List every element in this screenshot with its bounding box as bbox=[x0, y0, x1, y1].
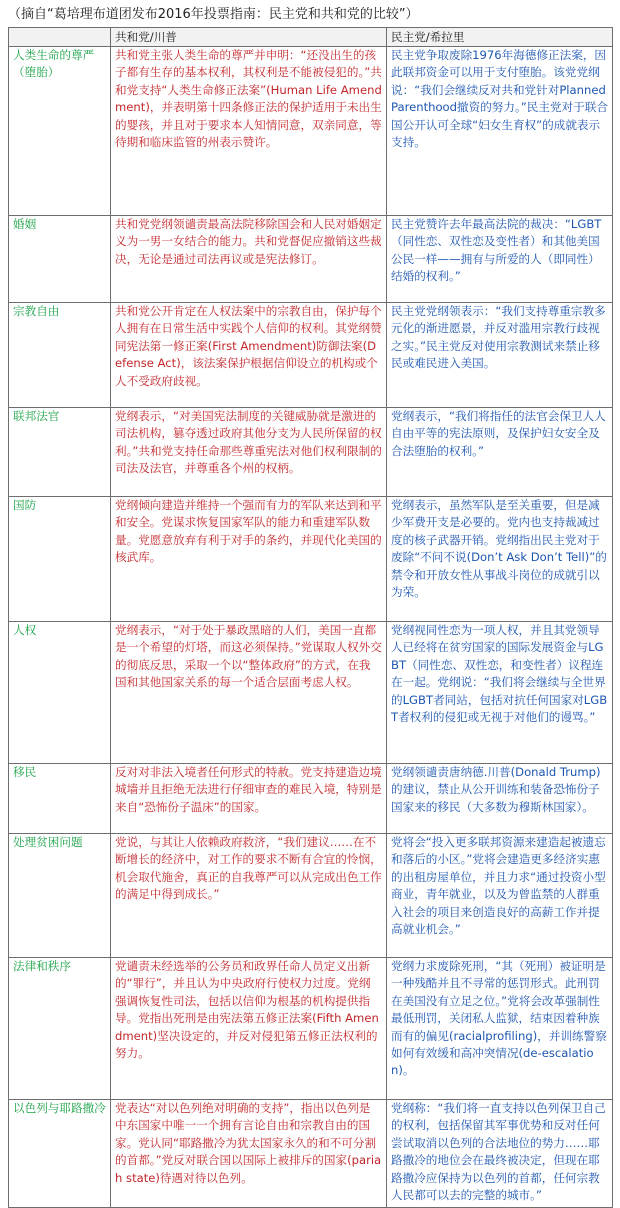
republican-position: 党谴责未经选举的公务员和政界任命人员定义出新的“罪行”，并且认为中央政府行使权力过度。党纲强调恢复性司法，包括以信仰为根基的机构提供指导。党指出死刑是由宪法第五修正法案(Fifth Amendment)坚决设定的，并反对侵犯第五修正法权利的努力。 bbox=[111, 958, 387, 1100]
republican-position: 共和党党纲领谴责最高法院移除国会和人民对婚姻定义为一男一女结合的能力。共和党督促应撤销这些裁决，无论是通过司法再议或是宪法修订。 bbox=[111, 216, 387, 303]
table-row bbox=[9, 216, 613, 303]
row-topic: 婚姻 bbox=[9, 216, 111, 303]
republican-position: 反对对非法入境者任何形式的特赦。党支持建造边境城墙并且拒绝无法进行仔细审查的难民入境，特别是来自“恐怖份子温床”的国家。 bbox=[111, 764, 387, 834]
democrat-position: 党纲表示，“我们将指任的法官会保卫人人自由平等的宪法原则，及保护妇女安全及合法堕胎的权利。” bbox=[387, 408, 613, 497]
row-topic: 移民 bbox=[9, 764, 111, 834]
document-title: （摘自“葛培理布道团发布2016年投票指南：民主党和共和党的比较”） bbox=[8, 7, 419, 22]
row-topic: 法律和秩序 bbox=[9, 958, 111, 1100]
table-row bbox=[9, 834, 613, 958]
democrat-position: 党纲称：“我们将一直支持以色列保卫自己的权利，包括保留其军事优势和反对任何尝试取消以色列的合法地位的势力……耶路撒冷的地位会在最终被决定，但现在耶路撒冷应保持为以色列的首都，任何宗教人民都可以去的完整的城市。” bbox=[387, 1100, 613, 1208]
table-row bbox=[9, 622, 613, 764]
republican-position: 党纲表示，“对于处于暴政黑暗的人们，美国一直都是一个希望的灯塔，而这必须保持。”党谋取人权外交的彻底反思，采取一个以“整体政府”的方式，在我国和其他国家关系的每一个适合层面考虑人权。 bbox=[111, 622, 387, 764]
democrat-position: 民主党赞许去年最高法院的裁决：“LGBT（同性恋、双性恋及变性者）和其他美国公民一样——拥有与所爱的人（即同性）结婚的权利。” bbox=[387, 216, 613, 303]
table-row bbox=[9, 47, 613, 216]
democrat-position: 党纲表示，虽然军队是至关重要，但是减少军费开支是必要的。党内也支持裁减过度的核子武器开销。党纲指出民主党对于废除“不问不说(Don’t Ask Don’t Tell)”的禁令和开放女性从事战斗岗位的成就引以为荣。 bbox=[387, 497, 613, 622]
democrat-position: 党纲视同性恋为一项人权，并且其党领导人已经将在贫穷国家的国际发展资金与LGBT（同性恋、双性恋，和变性者）议程连在一起。党纲说：“我们将会继续与全世界的LGBT者同站，包括对抗任何国家对LGBT者权利的侵犯或无视于对他们的谩骂。” bbox=[387, 622, 613, 764]
row-topic: 国防 bbox=[9, 497, 111, 622]
republican-position: 党纲倾向建造并维持一个强而有力的军队来达到和平和安全。党谋求恢复国家军队的能力和重建军队数量。党愿意放弃有利于对手的条约，并现代化美国的核武库。 bbox=[111, 497, 387, 622]
democrat-position: 民主党党纲领表示：“我们支持尊重宗教多元化的渐进愿景，并反对滥用宗教行歧视之实。”民主党反对使用宗教测试来禁止移民或难民进入美国。 bbox=[387, 303, 613, 408]
header-republican: 共和党/川普 bbox=[111, 28, 387, 47]
header-democrat: 民主党/希拉里 bbox=[387, 28, 613, 47]
republican-position: 共和党主张人类生命的尊严并申明：“还没出生的孩子都有生存的基本权利，其权利是不能被侵犯的。”共和党支持“人类生命修正法案”(Human Life Amendment)，并表明第十四条修正法的保护适用于未出生的婴孩，并且对于要求本人知情同意，双亲同意，等待期和临床监管的州表示赞许。 bbox=[111, 47, 387, 216]
democrat-position: 党纲领谴责唐纳德.川普(Donald Trump)的建议，禁止从公开训练和装备恐怖份子国家来的移民（大多数为穆斯林国家）。 bbox=[387, 764, 613, 834]
row-topic: 处理贫困问题 bbox=[9, 834, 111, 958]
republican-position: 共和党公开肯定在人权法案中的宗教自由，保护每个人拥有在日常生活中实践个人信仰的权利。其党纲赞同宪法第一修正案(First Amendment)防御法案(Defense Act)，该法案保护根据信仰设立的机构或个人不受政府歧视。 bbox=[111, 303, 387, 408]
header-topic bbox=[9, 28, 111, 47]
comparison-table bbox=[8, 27, 613, 1208]
republican-position: 党说，与其让人依赖政府救济，“我们建议……在不断增长的经济中，对工作的要求不断有合宜的怜悯，机会取代施舍，真正的自我尊严可以从完成出色工作的满足中得到成长。” bbox=[111, 834, 387, 958]
democrat-position: 民主党争取废除1976年海德修正法案，因此联邦资金可以用于支付堕胎。该党党纲说：“我们会继续反对共和党针对Planned Parenthood撤资的努力。”民主党对于联合国公开认可全球“妇女生育权”的成就表示支持。 bbox=[387, 47, 613, 216]
democrat-position: 党将会“投入更多联邦资源来建造起被遗忘和落后的小区。”党将会建造更多经济实惠的出租房屋单位，并且力求“通过投资小型商业，青年就业，以及为曾监禁的人群重入社会的项目来创造良好的高薪工作并提高就业机会。” bbox=[387, 834, 613, 958]
republican-position: 党纲表示，“对美国宪法制度的关键威胁就是激进的司法机构，篡夺透过政府其他分支为人民所保留的权利。”共和党支持任命那些尊重宪法对他们权利限制的司法及法官，并尊重各个州的权柄。 bbox=[111, 408, 387, 497]
table-header-row bbox=[9, 28, 613, 47]
row-topic: 人权 bbox=[9, 622, 111, 764]
row-topic: 人类生命的尊严（堕胎） bbox=[9, 47, 111, 216]
row-topic: 宗教自由 bbox=[9, 303, 111, 408]
table-row bbox=[9, 408, 613, 497]
row-topic: 联邦法官 bbox=[9, 408, 111, 497]
table-row bbox=[9, 1100, 613, 1208]
democrat-position: 党纲力求废除死刑，“其（死刑）被证明是一种残酷并且不寻常的惩罚形式。此刑罚在美国没有立足之位。”党将会改革强制性最低刑罚，关闭私人监狱，结束因着种族而有的偏见(racialprofiling)，并训练警察如何有效缓和高冲突情况(de-escalation)。 bbox=[387, 958, 613, 1100]
table-row bbox=[9, 958, 613, 1100]
table-row bbox=[9, 764, 613, 834]
table-row bbox=[9, 497, 613, 622]
row-topic: 以色列与耶路撒冷 bbox=[9, 1100, 111, 1208]
republican-position: 党表达“对以色列绝对明确的支持”，指出以色列是中东国家中唯一一个拥有言论自由和宗教自由的国家。党认同“耶路撒冷为犹太国家永久的和不可分割的首都。”党反对联合国以国际上被排斥的国家(pariah state)待遇对待以色列。 bbox=[111, 1100, 387, 1208]
table-row bbox=[9, 303, 613, 408]
